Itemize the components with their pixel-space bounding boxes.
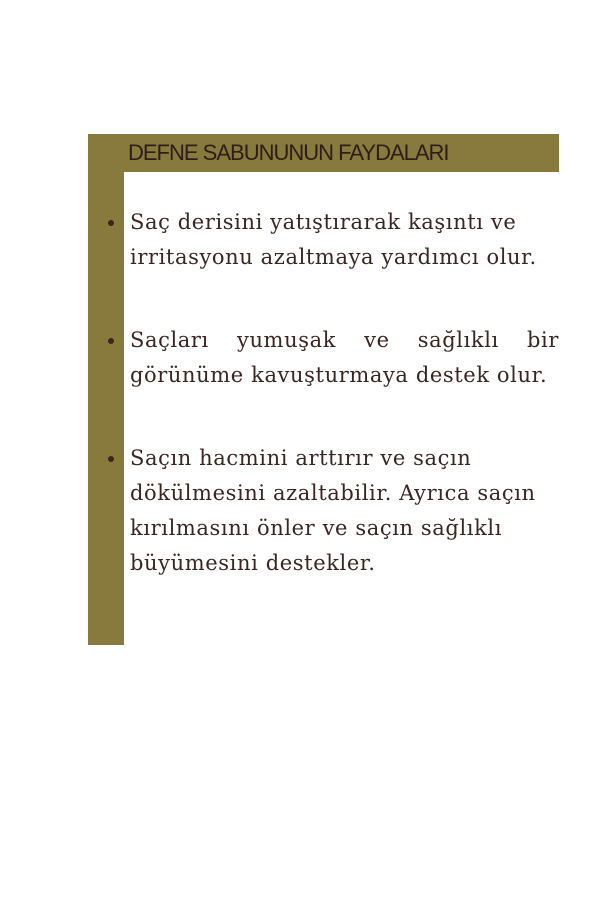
benefit-text: Saçın hacmini arttırır ve saçın dökülmesini azaltabilir. Ayrıca saçın kırılmasını önler ve saçın sağlıklı büyümesini destekler. [130,446,536,575]
list-item [100,441,559,581]
benefit-text: Saçları yumuşak ve sağlıklı bir görünüme kavuşturmaya destek olur. [130,328,559,387]
benefits-list [100,205,559,581]
bullet-icon [108,456,114,462]
list-item [100,205,559,275]
bullet-icon [108,338,114,344]
list-item [100,323,559,393]
benefit-text: Saç derisini yatıştırarak kaşıntı ve irritasyonu azaltmaya yardımcı olur. [130,210,537,269]
bullet-icon [108,220,114,226]
page-title: DEFNE SABUNUNUN FAYDALARI [128,140,449,165]
